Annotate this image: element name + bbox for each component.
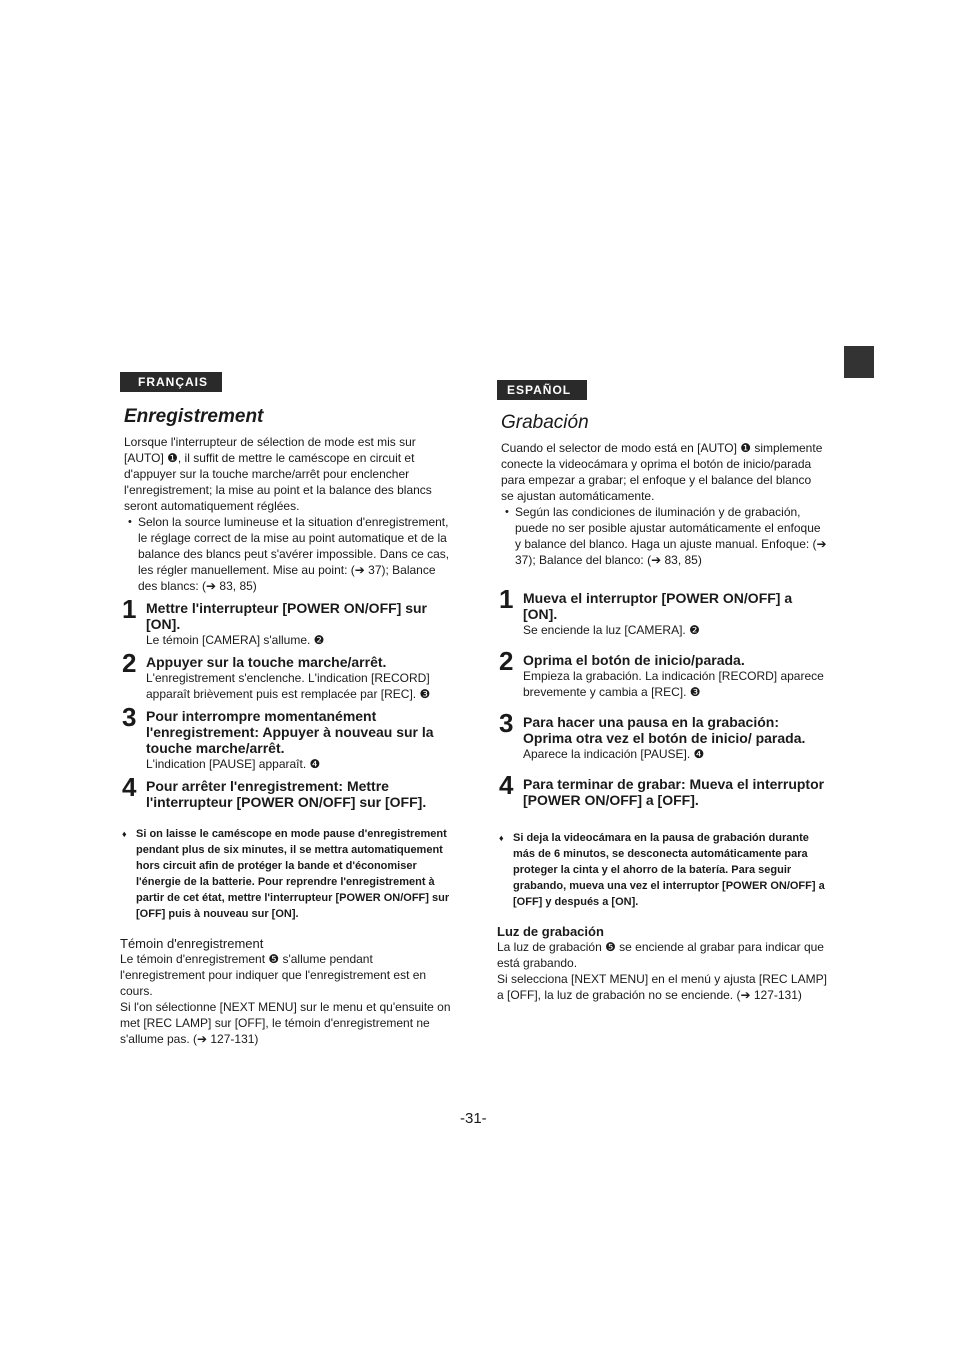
- step-1-es: [497, 584, 827, 638]
- step-number: 1: [122, 594, 137, 624]
- step-text: Aparece la indicación [PAUSE]. ❹: [523, 747, 705, 761]
- spanish-column: [497, 372, 827, 1003]
- step-4-fr: [120, 772, 455, 810]
- note-text-fr: ♦ Si on laisse le caméscope en mode pause d'enregistrement pendant plus de six minutes, il se mettra automatiquement hors circuit afin de protéger la bande et d'économiser l'énergie de la batterie. Pour reprendre l'enregistrement à partir de cet état, mettre l'interrupteur [POWER ON/OFF] sur [OFF] puis à nouveau sur [ON].: [120, 826, 455, 922]
- sub-text-1-fr: Le témoin d'enregistrement ❺ s'allume pendant l'enregistrement pour indiquer que l'enregistrement est en cours.: [120, 952, 427, 998]
- step-number: 4: [499, 770, 514, 800]
- step-title: Mettre l'interrupteur [POWER ON/OFF] sur [ON].: [146, 600, 428, 632]
- step-text: L'enregistrement s'enclenche. L'indication [RECORD] apparaît brièvement puis est remplacée par [REC]. ❸: [146, 671, 431, 701]
- note-text-es: ♦ Si deja la videocámara en la pausa de grabación durante más de 6 minutos, se desconecta automáticamente para proteger la cinta y el ahorro de la batería. Para seguir grabando, mueva una vez el interruptor [POWER ON/OFF] a [OFF] y después a [ON].: [497, 830, 827, 910]
- step-title: Appuyer sur la touche marche/arrêt.: [146, 654, 387, 670]
- language-label-fr: FRANÇAIS: [120, 372, 222, 392]
- section-title-fr: Enregistrement: [124, 406, 264, 427]
- step-number: 3: [499, 708, 514, 738]
- step-title: Oprima el botón de inicio/parada.: [523, 652, 745, 668]
- sub-text-2-es: Si selecciona [NEXT MENU] en el menú y ajusta [REC LAMP] a [OFF], la luz de grabación no se enciende. (➔ 127-131): [497, 972, 827, 1002]
- page-edge-tab: [844, 346, 874, 378]
- bullet-text-fr: • Selon la source lumineuse et la situation d'enregistrement, le réglage correct de la mise au point automatique et de la balance des blancs peut s'avérer impossible. Dans ce cas, les régler manuellement. Mise au point: (➔ 37); Balance des blancs: (➔ 83, 85): [124, 514, 455, 594]
- step-title: Pour arrêter l'enregistrement: Mettre l'interrupteur [POWER ON/OFF] sur [OFF].: [146, 778, 427, 810]
- step-3-es: [497, 708, 827, 762]
- step-text: Empieza la grabación. La indicación [RECORD] aparece brevemente y cambia a [REC]. ❸: [523, 669, 824, 699]
- step-1-fr: [120, 594, 455, 648]
- step-text: L'indication [PAUSE] apparaît. ❹: [146, 757, 321, 771]
- step-title: Para hacer una pausa en la grabación: Oprima otra vez el botón de inicio/ parada.: [523, 714, 806, 746]
- language-label-es: ESPAÑOL: [497, 380, 587, 400]
- bullet-text-es: • Según las condiciones de iluminación y de grabación, puede no ser posible ajustar automáticamente el enfoque y balance del blanco. Haga un ajuste manual. Enfoque: (➔ 37); Balance del blanco: (➔ 83, 85): [501, 504, 827, 568]
- step-text: Le témoin [CAMERA] s'allume. ❷: [146, 633, 325, 647]
- section-title-es: Grabación: [501, 412, 589, 433]
- step-number: 3: [122, 702, 137, 732]
- step-text: Se enciende la luz [CAMERA]. ❷: [523, 623, 700, 637]
- page-number: -31-: [460, 1110, 487, 1127]
- step-title: Pour interrompre momentanément l'enregistrement: Appuyer à nouveau sur la touche marche/arrêt.: [146, 708, 434, 756]
- sub-text-2-fr: Si l'on sélectionne [NEXT MENU] sur le menu et qu'ensuite on met [REC LAMP] sur [OFF], le témoin d'enregistrement ne s'allume pas. (➔ 127-131): [120, 1000, 451, 1046]
- step-3-fr: [120, 702, 455, 772]
- step-number: 4: [122, 772, 137, 802]
- subheading-fr: Témoin d'enregistrement: [120, 936, 264, 951]
- intro-text-fr: Lorsque l'interrupteur de sélection de mode est mis sur [AUTO] ❶, il suffit de mettre le caméscope en circuit et d'appuyer sur la touche marche/arrêt pour enclencher l'enregistrement; la mise au point et la balance des blancs seront automatiquement réglées.: [124, 435, 432, 513]
- step-number: 2: [499, 646, 514, 676]
- step-title: Para terminar de grabar: Mueva el interruptor [POWER ON/OFF] a [OFF].: [523, 776, 825, 808]
- subheading-es: Luz de grabación: [497, 924, 604, 939]
- step-2-es: [497, 646, 827, 700]
- sub-text-1-es: La luz de grabación ❺ se enciende al grabar para indicar que está grabando.: [497, 940, 824, 970]
- step-number: 2: [122, 648, 137, 678]
- step-title: Mueva el interruptor [POWER ON/OFF] a [ON].: [523, 590, 793, 622]
- step-2-fr: [120, 648, 455, 702]
- intro-text-es: Cuando el selector de modo está en [AUTO] ❶ simplemente conecte la videocámara y oprima el botón de inicio/parada para empezar a grabar; el enfoque y el balance del blanco se ajustan automáticamente.: [501, 441, 823, 503]
- step-number: 1: [499, 584, 514, 614]
- step-4-es: [497, 770, 827, 808]
- french-column: [120, 372, 455, 1047]
